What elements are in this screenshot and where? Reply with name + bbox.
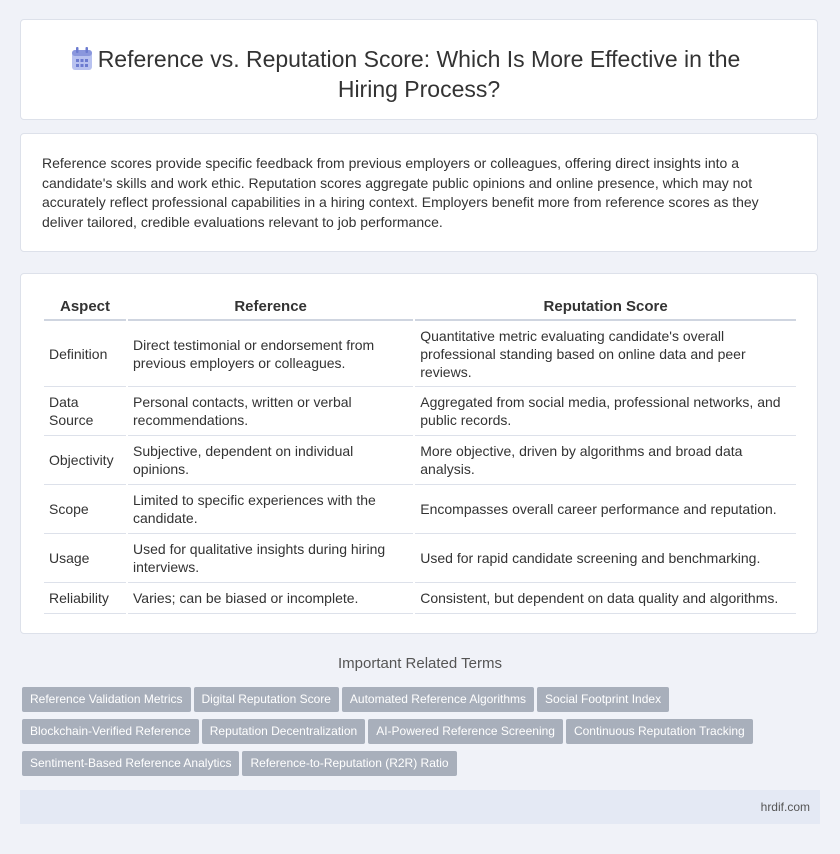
row-aspect: Usage — [44, 534, 126, 583]
comparison-table-card — [20, 273, 818, 634]
intro-text: Reference scores provide specific feedback from previous employers or colleagues, offering direct insights into a candidate's skills and work ethic. Reputation scores aggregate public opinions and online presence, which may not accurately reflect professional capabilities in a hiring context. Employers benefit more from reference scores as they deliver tailored, credible evaluations relevant to job performance. — [42, 155, 759, 230]
header-card — [20, 19, 818, 120]
row-reputation-score: Quantitative metric evaluating candidate's overall professional standing based on online data and peer reviews. — [415, 321, 796, 387]
intro-card — [20, 133, 818, 252]
table-row — [44, 387, 796, 436]
row-reputation-score: Aggregated from social media, professional networks, and public records. — [415, 387, 796, 436]
related-term-tag[interactable]: Reputation Decentralization — [202, 719, 365, 744]
row-aspect: Scope — [44, 485, 126, 534]
related-term-tag[interactable]: Automated Reference Algorithms — [342, 687, 534, 712]
column-header-reference: Reference — [128, 294, 413, 321]
row-aspect: Reliability — [44, 583, 126, 614]
related-term-tag[interactable]: Blockchain-Verified Reference — [22, 719, 199, 744]
related-term-tag[interactable]: Continuous Reputation Tracking — [566, 719, 753, 744]
column-header-aspect: Aspect — [44, 294, 126, 321]
comparison-table — [42, 294, 798, 614]
row-reputation-score: Used for rapid candidate screening and benchmarking. — [415, 534, 796, 583]
row-aspect: Objectivity — [44, 436, 126, 485]
related-term-tag[interactable]: Reference Validation Metrics — [22, 687, 191, 712]
column-header-reputation-score: Reputation Score — [415, 294, 796, 321]
related-terms-list — [22, 687, 822, 783]
page-title-line1: Reference vs. Reputation Score: Which Is More Effective in the — [97, 46, 741, 72]
row-reference: Subjective, dependent on individual opinions. — [128, 436, 413, 485]
row-reference: Used for qualitative insights during hiring interviews. — [128, 534, 413, 583]
page-title-line2: Hiring Process? — [337, 76, 501, 102]
related-term-tag[interactable]: Reference-to-Reputation (R2R) Ratio — [242, 751, 456, 776]
row-reputation-score: More objective, driven by algorithms and broad data analysis. — [415, 436, 796, 485]
related-term-tag[interactable]: AI-Powered Reference Screening — [368, 719, 563, 744]
table-row — [44, 321, 796, 387]
footer — [20, 790, 820, 824]
row-reputation-score: Encompasses overall career performance and reputation. — [415, 485, 796, 534]
table-row — [44, 436, 796, 485]
related-terms-title: Important Related Terms — [338, 655, 502, 672]
related-term-tag[interactable]: Sentiment-Based Reference Analytics — [22, 751, 239, 776]
table-row — [44, 583, 796, 614]
row-reference: Personal contacts, written or verbal recommendations. — [128, 387, 413, 436]
row-aspect: Data Source — [44, 387, 126, 436]
table-row — [44, 485, 796, 534]
row-reference: Direct testimonial or endorsement from previous employers or colleagues. — [128, 321, 413, 387]
related-term-tag[interactable]: Digital Reputation Score — [194, 687, 339, 712]
row-aspect: Definition — [44, 321, 126, 387]
row-reference: Limited to specific experiences with the candidate. — [128, 485, 413, 534]
row-reference: Varies; can be biased or incomplete. — [128, 583, 413, 614]
table-row — [44, 534, 796, 583]
related-term-tag[interactable]: Social Footprint Index — [537, 687, 669, 712]
page-title — [21, 44, 817, 104]
footer-site-link[interactable]: hrdif.com — [760, 800, 810, 814]
row-reputation-score: Consistent, but dependent on data quality and algorithms. — [415, 583, 796, 614]
table-header-row — [44, 294, 796, 321]
